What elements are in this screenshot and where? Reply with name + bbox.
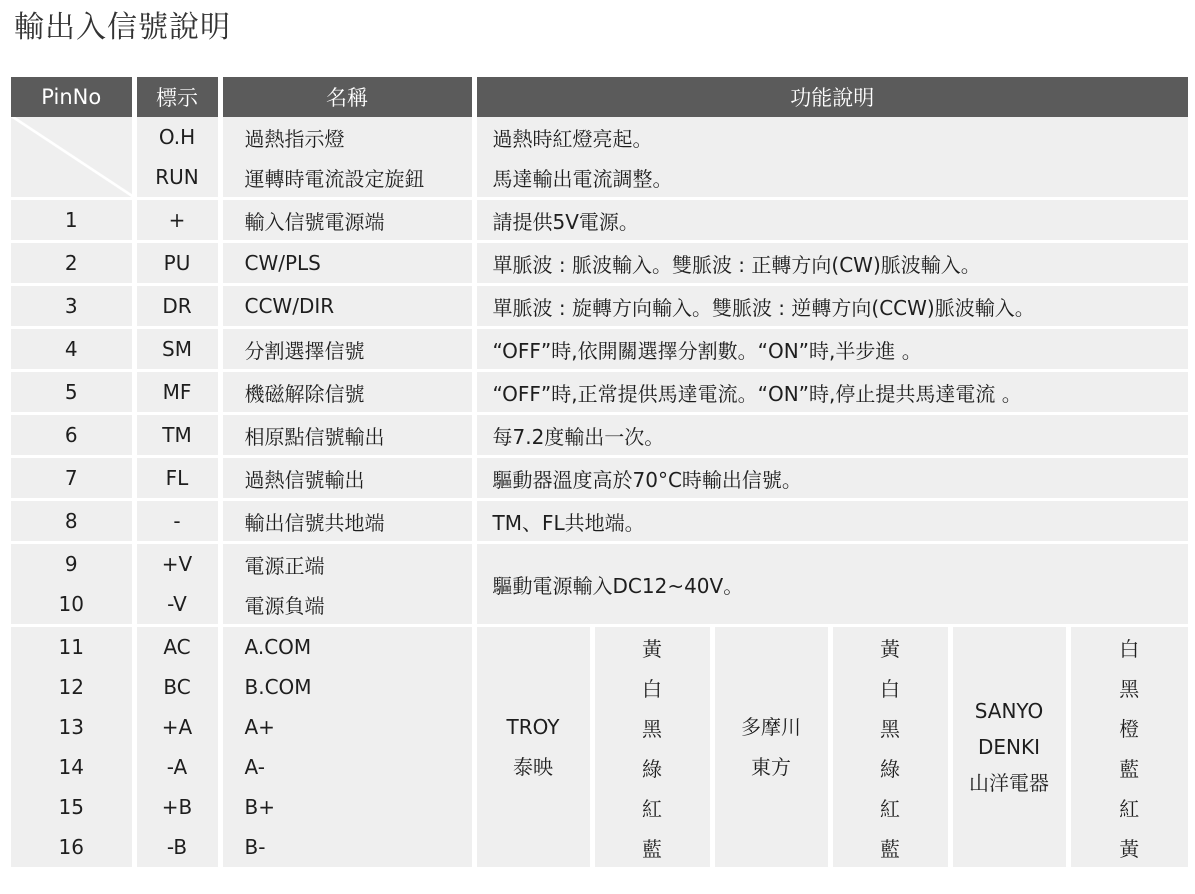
mark-cell: -A [134, 747, 220, 787]
pin-cell: 1 [11, 199, 134, 242]
function-cell: 單脈波 : 旋轉方向輸入。雙脈波 : 逆轉方向(CCW)脈波輸入。 [474, 285, 1188, 328]
pin-cell: 7 [11, 457, 134, 500]
name-cell: 機磁解除信號 [220, 371, 474, 414]
name-cell: A.COM [220, 626, 474, 668]
brand-oriental-name: 東方 [751, 755, 791, 779]
power-function-cell: 驅動電源輸入DC12~40V。 [474, 543, 1188, 626]
wire-color-cell: 綠 [830, 747, 950, 787]
name-cell: 分割選擇信號 [220, 328, 474, 371]
function-cell: 每7.2度輸出一次。 [474, 414, 1188, 457]
name-cell: B- [220, 827, 474, 867]
name-cell: 輸入信號電源端 [220, 199, 474, 242]
mark-cell: RUN [134, 157, 220, 199]
wire-color-cell: 白 [1068, 626, 1188, 668]
header-function: 功能說明 [474, 77, 1188, 117]
mark-cell: +V [134, 543, 220, 585]
brand-troy-cell [474, 626, 592, 868]
wire-color-cell: 白 [592, 667, 712, 707]
table-row [11, 371, 1188, 414]
pin-cell: 16 [11, 827, 134, 867]
name-cell: 電源負端 [220, 584, 474, 626]
wire-color-cell: 紅 [592, 787, 712, 827]
name-cell: 過熱指示燈 [220, 117, 474, 157]
function-cell: “OFF”時,依開關選擇分割數。“ON”時,半步進 。 [474, 328, 1188, 371]
brand-sanyo-cell [950, 626, 1068, 868]
pin-cell: 6 [11, 414, 134, 457]
mark-cell: -V [134, 584, 220, 626]
pin-cell: 2 [11, 242, 134, 285]
name-cell: A- [220, 747, 474, 787]
function-cell: “OFF”時,正常提供馬達電流。“ON”時,停止提共馬達電流 。 [474, 371, 1188, 414]
table-row [11, 414, 1188, 457]
mark-cell: +B [134, 787, 220, 827]
wire-color-cell: 黑 [592, 707, 712, 747]
mark-cell: -B [134, 827, 220, 867]
pin-cell: 5 [11, 371, 134, 414]
brand-tamagawa-cell [712, 626, 830, 868]
pin-cell: 8 [11, 500, 134, 543]
name-cell: 運轉時電流設定旋鈕 [220, 157, 474, 199]
name-cell: CCW/DIR [220, 285, 474, 328]
table-row [11, 199, 1188, 242]
brand-tamagawa-name: 多摩川 [741, 715, 801, 739]
table-row [11, 626, 1188, 668]
wire-color-cell: 黃 [830, 626, 950, 668]
wire-color-cell: 黑 [830, 707, 950, 747]
signal-table [11, 77, 1188, 867]
name-cell: CW/PLS [220, 242, 474, 285]
brand-sanyo-name: SANYO [974, 699, 1044, 723]
name-cell: B+ [220, 787, 474, 827]
table-row [11, 500, 1188, 543]
mark-cell: DR [134, 285, 220, 328]
table-row [11, 328, 1188, 371]
wire-color-cell: 黑 [1068, 667, 1188, 707]
header-row [11, 77, 1188, 117]
wire-color-cell: 橙 [1068, 707, 1188, 747]
table-row [11, 457, 1188, 500]
diagonal-cell [11, 117, 134, 199]
name-cell: 過熱信號輸出 [220, 457, 474, 500]
mark-cell: MF [134, 371, 220, 414]
brand-denki-name: DENKI [977, 735, 1040, 759]
wire-color-cell: 黃 [1068, 827, 1188, 867]
table-row [11, 117, 1188, 157]
table-row [11, 242, 1188, 285]
brand-sanyo-name-zh: 山洋電器 [969, 771, 1049, 795]
header-mark: 標示 [134, 77, 220, 117]
mark-cell: AC [134, 626, 220, 668]
function-cell: 過熱時紅燈亮起。 [474, 117, 1188, 157]
function-cell: 單脈波 : 脈波輸入。雙脈波 : 正轉方向(CW)脈波輸入。 [474, 242, 1188, 285]
table-row [11, 157, 1188, 199]
wire-color-cell: 白 [830, 667, 950, 707]
mark-cell: PU [134, 242, 220, 285]
name-cell: 電源正端 [220, 543, 474, 585]
mark-cell: TM [134, 414, 220, 457]
name-cell: 輸出信號共地端 [220, 500, 474, 543]
name-cell: A+ [220, 707, 474, 747]
pin-cell: 12 [11, 667, 134, 707]
function-cell: 請提供5V電源。 [474, 199, 1188, 242]
header-name: 名稱 [220, 77, 474, 117]
function-cell: 馬達輸出電流調整。 [474, 157, 1188, 199]
table-row [11, 543, 1188, 585]
pin-cell: 4 [11, 328, 134, 371]
pin-cell: 14 [11, 747, 134, 787]
pin-cell: 15 [11, 787, 134, 827]
wire-color-cell: 綠 [592, 747, 712, 787]
wire-color-cell: 藍 [1068, 747, 1188, 787]
mark-cell: FL [134, 457, 220, 500]
mark-cell: O.H [134, 117, 220, 157]
name-cell: 相原點信號輸出 [220, 414, 474, 457]
pin-cell: 11 [11, 626, 134, 668]
wire-color-cell: 藍 [830, 827, 950, 867]
header-pinno: PinNo [11, 77, 134, 117]
pin-cell: 3 [11, 285, 134, 328]
function-cell: TM、FL共地端。 [474, 500, 1188, 543]
mark-cell: +A [134, 707, 220, 747]
pin-cell: 13 [11, 707, 134, 747]
pin-cell: 9 [11, 543, 134, 585]
pin-cell: 10 [11, 584, 134, 626]
wire-color-cell: 藍 [592, 827, 712, 867]
wire-color-cell: 黃 [592, 626, 712, 668]
wire-color-cell: 紅 [1068, 787, 1188, 827]
wire-color-cell: 紅 [830, 787, 950, 827]
table-row [11, 285, 1188, 328]
mark-cell: BC [134, 667, 220, 707]
name-cell: B.COM [220, 667, 474, 707]
mark-cell: + [134, 199, 220, 242]
page-title: 輸出入信號說明 [14, 10, 231, 45]
function-cell: 驅動器溫度高於70°C時輸出信號。 [474, 457, 1188, 500]
mark-cell: SM [134, 328, 220, 371]
mark-cell: - [134, 500, 220, 543]
brand-troy-name: TROY [506, 715, 560, 739]
brand-troy-name-zh: 泰映 [513, 755, 553, 779]
